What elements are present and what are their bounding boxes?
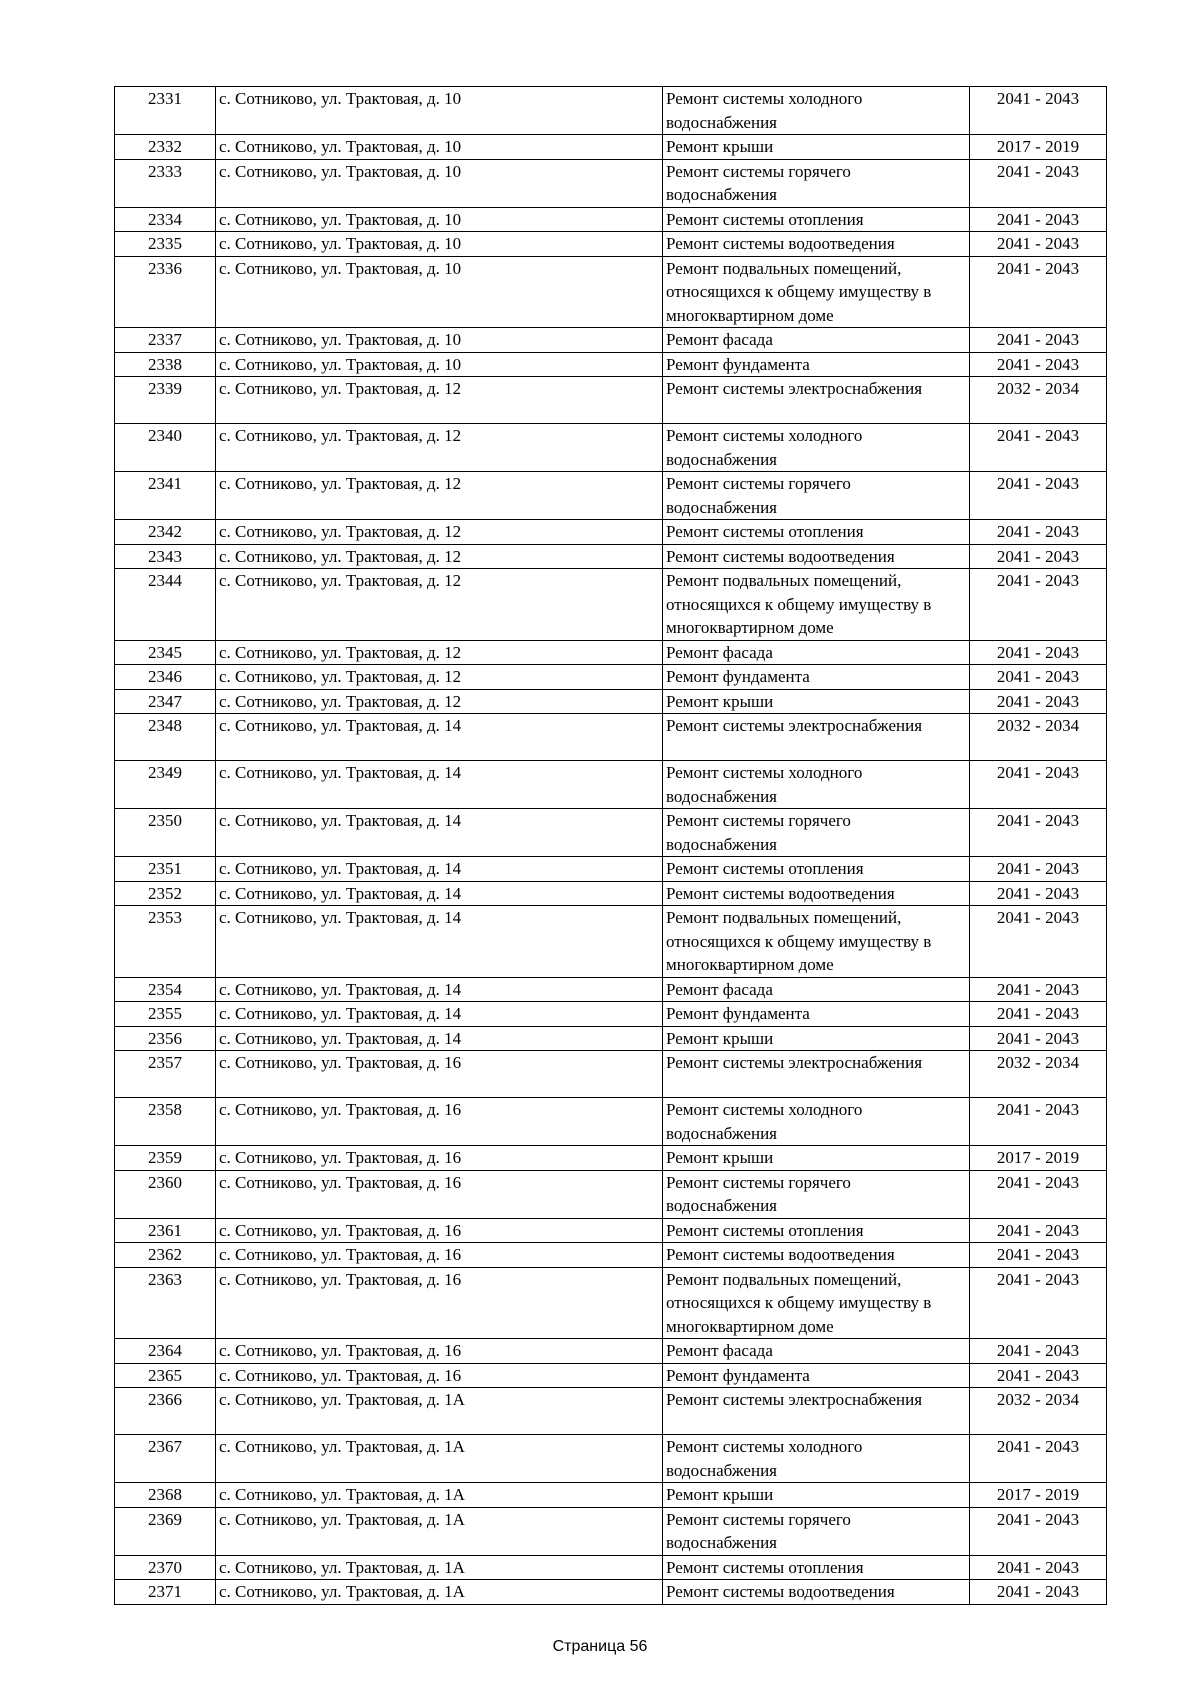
table-row	[115, 1363, 1107, 1388]
work-type-cell: Ремонт подвальных помещений, относящихся к общему имуществу в многоквартирном доме	[663, 1267, 970, 1339]
period-cell: 2041 - 2043	[970, 906, 1107, 978]
table-row	[115, 665, 1107, 690]
row-number-cell: 2339	[115, 377, 216, 424]
address-cell: с. Сотниково, ул. Трактовая, д. 10	[216, 87, 663, 135]
address-cell: с. Сотниково, ул. Трактовая, д. 14	[216, 977, 663, 1002]
row-number-cell: 2356	[115, 1026, 216, 1051]
table-row	[115, 544, 1107, 569]
period-cell: 2041 - 2043	[970, 472, 1107, 520]
period-cell: 2041 - 2043	[970, 159, 1107, 207]
work-type-cell: Ремонт системы водоотведения	[663, 544, 970, 569]
period-cell: 2041 - 2043	[970, 87, 1107, 135]
work-type-cell: Ремонт крыши	[663, 1146, 970, 1171]
period-cell: 2041 - 2043	[970, 1363, 1107, 1388]
table-row	[115, 1218, 1107, 1243]
address-cell: с. Сотниково, ул. Трактовая, д. 16	[216, 1146, 663, 1171]
table-row	[115, 1388, 1107, 1435]
work-type-cell: Ремонт системы отопления	[663, 1218, 970, 1243]
work-type-cell: Ремонт системы водоотведения	[663, 1243, 970, 1268]
row-number-cell: 2346	[115, 665, 216, 690]
address-cell: с. Сотниково, ул. Трактовая, д. 14	[216, 857, 663, 882]
row-number-cell: 2364	[115, 1339, 216, 1364]
table-row	[115, 1002, 1107, 1027]
address-cell: с. Сотниково, ул. Трактовая, д. 10	[216, 207, 663, 232]
work-type-cell: Ремонт фундамента	[663, 665, 970, 690]
period-cell: 2032 - 2034	[970, 714, 1107, 761]
work-type-cell: Ремонт системы холодного водоснабжения	[663, 424, 970, 472]
period-cell: 2041 - 2043	[970, 544, 1107, 569]
table-row	[115, 328, 1107, 353]
address-cell: с. Сотниково, ул. Трактовая, д. 12	[216, 665, 663, 690]
work-type-cell: Ремонт системы электроснабжения	[663, 714, 970, 761]
row-number-cell: 2362	[115, 1243, 216, 1268]
table-row	[115, 569, 1107, 641]
address-cell: с. Сотниково, ул. Трактовая, д. 12	[216, 472, 663, 520]
row-number-cell: 2341	[115, 472, 216, 520]
period-cell: 2041 - 2043	[970, 232, 1107, 257]
period-cell: 2032 - 2034	[970, 1388, 1107, 1435]
address-cell: с. Сотниково, ул. Трактовая, д. 16	[216, 1051, 663, 1098]
address-cell: с. Сотниково, ул. Трактовая, д. 12	[216, 569, 663, 641]
row-number-cell: 2352	[115, 881, 216, 906]
row-number-cell: 2369	[115, 1507, 216, 1555]
work-type-cell: Ремонт системы электроснабжения	[663, 1051, 970, 1098]
table-row	[115, 1483, 1107, 1508]
period-cell: 2041 - 2043	[970, 881, 1107, 906]
work-type-cell: Ремонт системы отопления	[663, 857, 970, 882]
period-cell: 2041 - 2043	[970, 424, 1107, 472]
period-cell: 2041 - 2043	[970, 1218, 1107, 1243]
table-row	[115, 472, 1107, 520]
address-cell: с. Сотниково, ул. Трактовая, д. 12	[216, 424, 663, 472]
table-row	[115, 1267, 1107, 1339]
address-cell: с. Сотниково, ул. Трактовая, д. 1А	[216, 1507, 663, 1555]
address-cell: с. Сотниково, ул. Трактовая, д. 1А	[216, 1483, 663, 1508]
table-row	[115, 1170, 1107, 1218]
table-row	[115, 1507, 1107, 1555]
work-type-cell: Ремонт подвальных помещений, относящихся к общему имуществу в многоквартирном доме	[663, 256, 970, 328]
row-number-cell: 2361	[115, 1218, 216, 1243]
row-number-cell: 2334	[115, 207, 216, 232]
period-cell: 2041 - 2043	[970, 1435, 1107, 1483]
work-type-cell: Ремонт системы горячего водоснабжения	[663, 472, 970, 520]
period-cell: 2041 - 2043	[970, 1339, 1107, 1364]
work-type-cell: Ремонт системы горячего водоснабжения	[663, 809, 970, 857]
table-row	[115, 881, 1107, 906]
table-row	[115, 906, 1107, 978]
period-cell: 2041 - 2043	[970, 665, 1107, 690]
period-cell: 2017 - 2019	[970, 1483, 1107, 1508]
work-type-cell: Ремонт крыши	[663, 1026, 970, 1051]
address-cell: с. Сотниково, ул. Трактовая, д. 10	[216, 159, 663, 207]
period-cell: 2041 - 2043	[970, 761, 1107, 809]
row-number-cell: 2332	[115, 135, 216, 160]
period-cell: 2041 - 2043	[970, 569, 1107, 641]
work-type-cell: Ремонт системы горячего водоснабжения	[663, 1170, 970, 1218]
work-type-cell: Ремонт системы горячего водоснабжения	[663, 1507, 970, 1555]
row-number-cell: 2354	[115, 977, 216, 1002]
address-cell: с. Сотниково, ул. Трактовая, д. 16	[216, 1363, 663, 1388]
address-cell: с. Сотниково, ул. Трактовая, д. 16	[216, 1267, 663, 1339]
table-row	[115, 1243, 1107, 1268]
address-cell: с. Сотниково, ул. Трактовая, д. 1А	[216, 1555, 663, 1580]
table-row	[115, 1435, 1107, 1483]
table-row	[115, 87, 1107, 135]
address-cell: с. Сотниково, ул. Трактовая, д. 12	[216, 520, 663, 545]
period-cell: 2041 - 2043	[970, 1243, 1107, 1268]
row-number-cell: 2338	[115, 352, 216, 377]
address-cell: с. Сотниково, ул. Трактовая, д. 10	[216, 135, 663, 160]
work-type-cell: Ремонт фундамента	[663, 1002, 970, 1027]
table-body	[115, 87, 1107, 1605]
address-cell: с. Сотниково, ул. Трактовая, д. 10	[216, 232, 663, 257]
table-row	[115, 761, 1107, 809]
row-number-cell: 2335	[115, 232, 216, 257]
table-row	[115, 1580, 1107, 1605]
period-cell: 2041 - 2043	[970, 1507, 1107, 1555]
period-cell: 2041 - 2043	[970, 328, 1107, 353]
work-type-cell: Ремонт фундамента	[663, 1363, 970, 1388]
address-cell: с. Сотниково, ул. Трактовая, д. 14	[216, 761, 663, 809]
row-number-cell: 2359	[115, 1146, 216, 1171]
table-row	[115, 689, 1107, 714]
row-number-cell: 2344	[115, 569, 216, 641]
table-row	[115, 1098, 1107, 1146]
row-number-cell: 2367	[115, 1435, 216, 1483]
row-number-cell: 2349	[115, 761, 216, 809]
table-row	[115, 256, 1107, 328]
row-number-cell: 2353	[115, 906, 216, 978]
work-type-cell: Ремонт системы отопления	[663, 1555, 970, 1580]
work-type-cell: Ремонт системы электроснабжения	[663, 377, 970, 424]
work-type-cell: Ремонт крыши	[663, 1483, 970, 1508]
address-cell: с. Сотниково, ул. Трактовая, д. 14	[216, 1026, 663, 1051]
period-cell: 2017 - 2019	[970, 135, 1107, 160]
row-number-cell: 2331	[115, 87, 216, 135]
work-type-cell: Ремонт системы водоотведения	[663, 232, 970, 257]
row-number-cell: 2333	[115, 159, 216, 207]
table-row	[115, 352, 1107, 377]
table-row	[115, 207, 1107, 232]
period-cell: 2041 - 2043	[970, 352, 1107, 377]
period-cell: 2041 - 2043	[970, 977, 1107, 1002]
row-number-cell: 2340	[115, 424, 216, 472]
table-row	[115, 1146, 1107, 1171]
repair-schedule-table	[114, 86, 1107, 1605]
period-cell: 2032 - 2034	[970, 1051, 1107, 1098]
row-number-cell: 2348	[115, 714, 216, 761]
row-number-cell: 2337	[115, 328, 216, 353]
work-type-cell: Ремонт фасада	[663, 328, 970, 353]
period-cell: 2032 - 2034	[970, 377, 1107, 424]
period-cell: 2041 - 2043	[970, 809, 1107, 857]
row-number-cell: 2363	[115, 1267, 216, 1339]
work-type-cell: Ремонт подвальных помещений, относящихся к общему имуществу в многоквартирном доме	[663, 569, 970, 641]
table-row	[115, 1026, 1107, 1051]
address-cell: с. Сотниково, ул. Трактовая, д. 12	[216, 544, 663, 569]
period-cell: 2041 - 2043	[970, 256, 1107, 328]
address-cell: с. Сотниково, ул. Трактовая, д. 16	[216, 1243, 663, 1268]
period-cell: 2041 - 2043	[970, 1267, 1107, 1339]
work-type-cell: Ремонт системы отопления	[663, 520, 970, 545]
row-number-cell: 2347	[115, 689, 216, 714]
period-cell: 2041 - 2043	[970, 640, 1107, 665]
row-number-cell: 2350	[115, 809, 216, 857]
row-number-cell: 2357	[115, 1051, 216, 1098]
table-row	[115, 377, 1107, 424]
row-number-cell: 2370	[115, 1555, 216, 1580]
table-row	[115, 640, 1107, 665]
address-cell: с. Сотниково, ул. Трактовая, д. 1А	[216, 1580, 663, 1605]
address-cell: с. Сотниково, ул. Трактовая, д. 14	[216, 714, 663, 761]
address-cell: с. Сотниково, ул. Трактовая, д. 1А	[216, 1388, 663, 1435]
table-row	[115, 159, 1107, 207]
period-cell: 2041 - 2043	[970, 520, 1107, 545]
address-cell: с. Сотниково, ул. Трактовая, д. 16	[216, 1170, 663, 1218]
work-type-cell: Ремонт системы электроснабжения	[663, 1388, 970, 1435]
row-number-cell: 2342	[115, 520, 216, 545]
address-cell: с. Сотниково, ул. Трактовая, д. 10	[216, 328, 663, 353]
address-cell: с. Сотниково, ул. Трактовая, д. 16	[216, 1218, 663, 1243]
work-type-cell: Ремонт системы холодного водоснабжения	[663, 87, 970, 135]
address-cell: с. Сотниково, ул. Трактовая, д. 14	[216, 906, 663, 978]
period-cell: 2041 - 2043	[970, 1170, 1107, 1218]
row-number-cell: 2360	[115, 1170, 216, 1218]
row-number-cell: 2366	[115, 1388, 216, 1435]
work-type-cell: Ремонт крыши	[663, 689, 970, 714]
address-cell: с. Сотниково, ул. Трактовая, д. 10	[216, 256, 663, 328]
work-type-cell: Ремонт системы горячего водоснабжения	[663, 159, 970, 207]
period-cell: 2041 - 2043	[970, 207, 1107, 232]
work-type-cell: Ремонт системы холодного водоснабжения	[663, 1098, 970, 1146]
address-cell: с. Сотниково, ул. Трактовая, д. 12	[216, 689, 663, 714]
period-cell: 2041 - 2043	[970, 1098, 1107, 1146]
row-number-cell: 2368	[115, 1483, 216, 1508]
row-number-cell: 2355	[115, 1002, 216, 1027]
work-type-cell: Ремонт системы холодного водоснабжения	[663, 761, 970, 809]
row-number-cell: 2345	[115, 640, 216, 665]
work-type-cell: Ремонт системы отопления	[663, 207, 970, 232]
work-type-cell: Ремонт фасада	[663, 1339, 970, 1364]
table-row	[115, 1555, 1107, 1580]
address-cell: с. Сотниково, ул. Трактовая, д. 14	[216, 1002, 663, 1027]
table-row	[115, 809, 1107, 857]
address-cell: с. Сотниково, ул. Трактовая, д. 12	[216, 377, 663, 424]
address-cell: с. Сотниково, ул. Трактовая, д. 14	[216, 881, 663, 906]
work-type-cell: Ремонт фасада	[663, 640, 970, 665]
table-row	[115, 977, 1107, 1002]
work-type-cell: Ремонт системы водоотведения	[663, 1580, 970, 1605]
table-row	[115, 135, 1107, 160]
address-cell: с. Сотниково, ул. Трактовая, д. 10	[216, 352, 663, 377]
period-cell: 2041 - 2043	[970, 689, 1107, 714]
work-type-cell: Ремонт подвальных помещений, относящихся к общему имуществу в многоквартирном доме	[663, 906, 970, 978]
address-cell: с. Сотниково, ул. Трактовая, д. 16	[216, 1098, 663, 1146]
period-cell: 2041 - 2043	[970, 1002, 1107, 1027]
row-number-cell: 2343	[115, 544, 216, 569]
page-number: Страница 56	[552, 1638, 648, 1655]
table-row	[115, 857, 1107, 882]
row-number-cell: 2358	[115, 1098, 216, 1146]
period-cell: 2041 - 2043	[970, 1555, 1107, 1580]
work-type-cell: Ремонт системы водоотведения	[663, 881, 970, 906]
table-row	[115, 714, 1107, 761]
address-cell: с. Сотниково, ул. Трактовая, д. 14	[216, 809, 663, 857]
address-cell: с. Сотниково, ул. Трактовая, д. 12	[216, 640, 663, 665]
row-number-cell: 2351	[115, 857, 216, 882]
work-type-cell: Ремонт фундамента	[663, 352, 970, 377]
table-row	[115, 424, 1107, 472]
repair-schedule-sheet	[114, 86, 1106, 1605]
address-cell: с. Сотниково, ул. Трактовая, д. 1А	[216, 1435, 663, 1483]
table-row	[115, 1051, 1107, 1098]
period-cell: 2041 - 2043	[970, 857, 1107, 882]
table-row	[115, 1339, 1107, 1364]
work-type-cell: Ремонт системы холодного водоснабжения	[663, 1435, 970, 1483]
row-number-cell: 2365	[115, 1363, 216, 1388]
work-type-cell: Ремонт крыши	[663, 135, 970, 160]
period-cell: 2041 - 2043	[970, 1580, 1107, 1605]
work-type-cell: Ремонт фасада	[663, 977, 970, 1002]
address-cell: с. Сотниково, ул. Трактовая, д. 16	[216, 1339, 663, 1364]
table-row	[115, 232, 1107, 257]
row-number-cell: 2336	[115, 256, 216, 328]
row-number-cell: 2371	[115, 1580, 216, 1605]
period-cell: 2041 - 2043	[970, 1026, 1107, 1051]
table-row	[115, 520, 1107, 545]
period-cell: 2017 - 2019	[970, 1146, 1107, 1171]
